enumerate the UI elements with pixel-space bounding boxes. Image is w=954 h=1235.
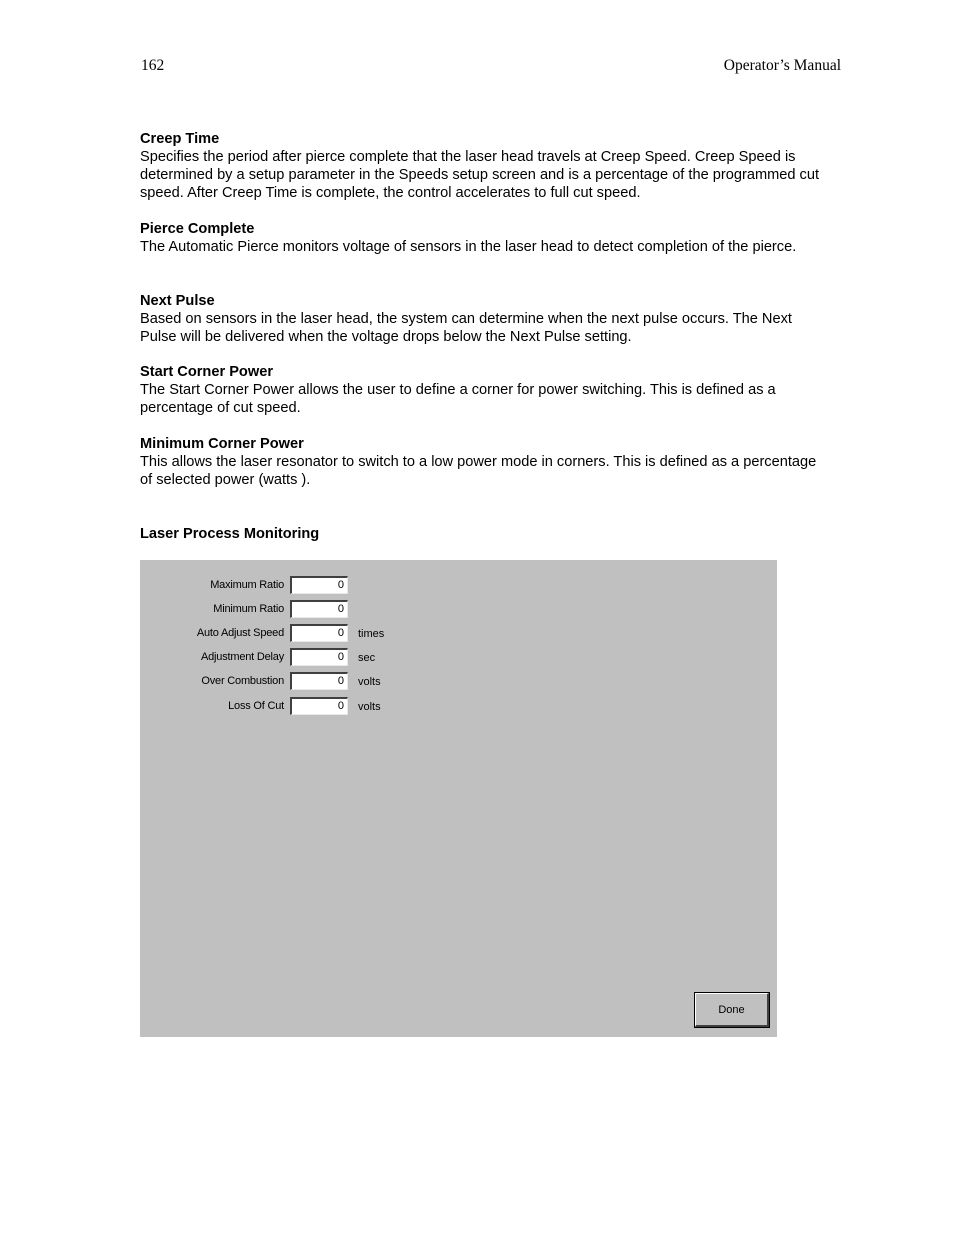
field-label: Loss Of Cut bbox=[228, 700, 284, 712]
field-label: Maximum Ratio bbox=[210, 579, 284, 591]
section-pierce-complete bbox=[140, 220, 820, 256]
adjustment-delay-input[interactable]: 0 bbox=[290, 648, 348, 666]
field-unit: volts bbox=[358, 701, 381, 713]
field-row-auto-adjust-speed bbox=[140, 624, 540, 644]
figure-heading: Laser Process Monitoring bbox=[140, 526, 320, 542]
field-row-adjustment-delay bbox=[140, 648, 540, 668]
section-title: Pierce Complete bbox=[140, 221, 255, 237]
field-row-loss-of-cut bbox=[140, 697, 540, 717]
over-combustion-input[interactable]: 0 bbox=[290, 672, 348, 690]
section-body: Based on sensors in the laser head, the system can determine when the next pulse occurs. The Next Pulse will be delivered when the voltage drops below the Next Pulse setting. bbox=[140, 311, 792, 345]
section-body: The Start Corner Power allows the user to define a corner for power switching. This is defined as a percentage of cut speed. bbox=[140, 382, 776, 416]
field-unit: volts bbox=[358, 676, 381, 688]
field-row-maximum-ratio bbox=[140, 576, 540, 596]
field-row-over-combustion bbox=[140, 672, 540, 692]
field-label: Adjustment Delay bbox=[200, 651, 284, 663]
loss-of-cut-input[interactable]: 0 bbox=[290, 697, 348, 715]
section-title: Start Corner Power bbox=[140, 364, 273, 380]
done-button[interactable]: Done bbox=[695, 993, 769, 1027]
auto-adjust-speed-input[interactable]: 0 bbox=[290, 624, 348, 642]
page-number: 162 bbox=[141, 57, 165, 74]
field-row-minimum-ratio bbox=[140, 600, 540, 620]
minimum-ratio-input[interactable]: 0 bbox=[290, 600, 348, 618]
section-creep-time bbox=[140, 130, 820, 202]
field-unit: times bbox=[358, 628, 385, 640]
maximum-ratio-input[interactable]: 0 bbox=[290, 576, 348, 594]
section-title: Next Pulse bbox=[140, 293, 215, 309]
laser-process-monitoring-panel bbox=[140, 560, 777, 1037]
field-label: Minimum Ratio bbox=[213, 603, 284, 615]
field-label: Auto Adjust Speed bbox=[196, 627, 284, 639]
section-body: The Automatic Pierce monitors voltage of sensors in the laser head to detect completion of the pierce. bbox=[140, 239, 797, 255]
section-body: Specifies the period after pierce complete that the laser head travels at Creep Speed. Creep Speed is determined by a setup parameter in the Speeds setup screen and is a percentage of the programmed cut speed. After Creep Time is complete, the control accelerates to full cut speed. bbox=[140, 149, 820, 201]
section-minimum-corner-power bbox=[140, 435, 820, 489]
running-title: Operator’s Manual bbox=[723, 57, 841, 74]
field-unit: sec bbox=[358, 652, 376, 664]
section-next-pulse bbox=[140, 292, 820, 346]
section-body: This allows the laser resonator to switch to a low power mode in corners. This is defined as a percentage of selected power (watts ). bbox=[140, 454, 817, 488]
field-label: Over Combustion bbox=[201, 675, 284, 687]
section-title: Creep Time bbox=[140, 131, 220, 147]
section-start-corner-power bbox=[140, 363, 820, 417]
section-title: Minimum Corner Power bbox=[140, 436, 304, 452]
